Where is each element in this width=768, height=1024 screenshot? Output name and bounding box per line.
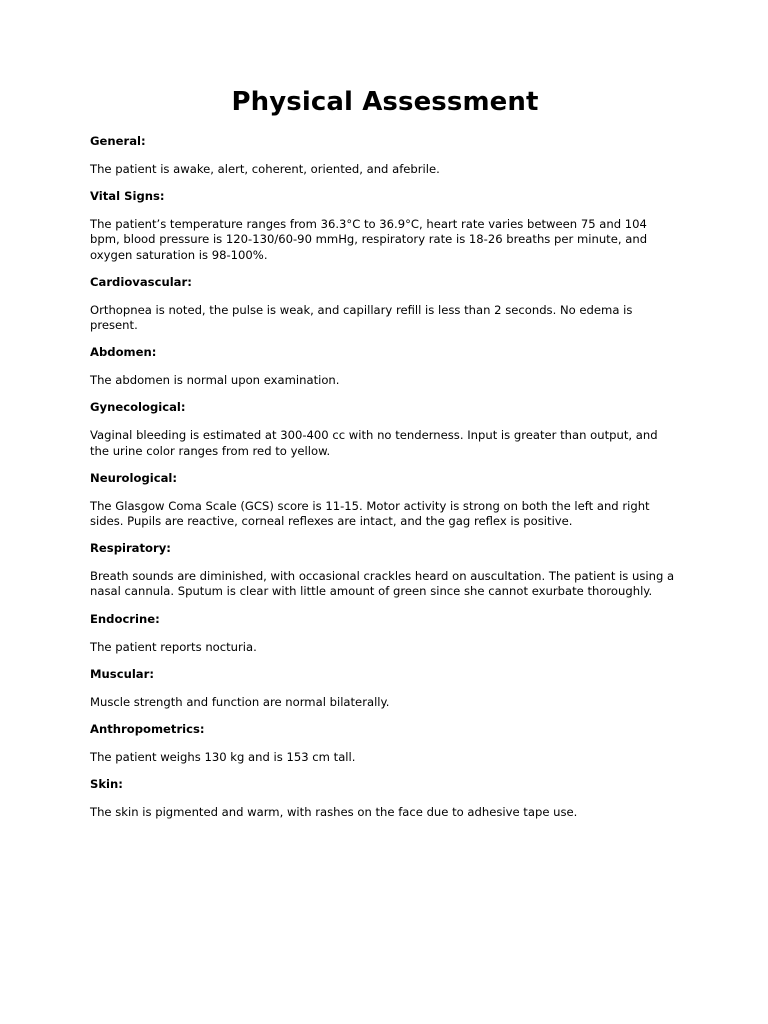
section-block [90, 275, 680, 333]
section-body: The Glasgow Coma Scale (GCS) score is 11-15. Motor activity is strong on both the left and right sides. Pupils are reactive, corneal reflexes are intact, and the gag reflex is positive. [90, 498, 650, 529]
section-body: The abdomen is normal upon examination. [90, 373, 340, 388]
section-block [90, 612, 680, 655]
section-body: Orthopnea is noted, the pulse is weak, and capillary refill is less than 2 seconds. No edema is present. [90, 302, 633, 333]
section-heading: Respiratory: [90, 541, 171, 556]
section-block [90, 667, 680, 710]
section-heading: Anthropometrics: [90, 722, 205, 737]
section-heading: Skin: [90, 777, 123, 792]
section-block [90, 471, 680, 529]
section-block [90, 134, 680, 177]
section-body: Muscle strength and function are normal bilaterally. [90, 694, 390, 709]
section-body: The patient reports nocturia. [90, 639, 257, 654]
section-block [90, 345, 680, 388]
section-block [90, 400, 680, 458]
section-heading: Endocrine: [90, 611, 160, 626]
section-block [90, 541, 680, 599]
section-body: Breath sounds are diminished, with occasional crackles heard on auscultation. The patient is using a nasal cannula. Sputum is clear with little amount of green since she cannot exurbate thoroughly. [90, 569, 675, 599]
document-title: Physical Assessment [231, 87, 539, 117]
section-body: The skin is pigmented and warm, with rashes on the face due to adhesive tape use. [90, 805, 578, 820]
section-body: The patient is awake, alert, coherent, oriented, and afebrile. [90, 162, 440, 176]
section-body: The patient weighs 130 kg and is 153 cm tall. [90, 750, 356, 765]
document-sections [90, 134, 680, 820]
section-heading: Cardiovascular: [90, 274, 192, 289]
section-body: Vaginal bleeding is estimated at 300-400 cc with no tenderness. Input is greater than output, and the urine color ranges from red to yellow. [90, 428, 658, 458]
section-heading: Muscular: [90, 666, 154, 681]
section-heading: Neurological: [90, 470, 178, 485]
section-body: The patient’s temperature ranges from 36.3°C to 36.9°C, heart rate varies between 75 and 104 bpm, blood pressure is 120-130/60-90 mmHg, respiratory rate is 18-26 breaths per minute, and oxygen saturation is 98-100%. [90, 217, 648, 262]
document-page [90, 84, 680, 832]
section-heading: General: [90, 134, 146, 148]
section-heading: Abdomen: [90, 345, 157, 360]
section-block [90, 777, 680, 820]
section-heading: Vital Signs: [90, 189, 165, 204]
section-heading: Gynecological: [90, 400, 186, 415]
section-block [90, 189, 680, 263]
section-block [90, 722, 680, 765]
